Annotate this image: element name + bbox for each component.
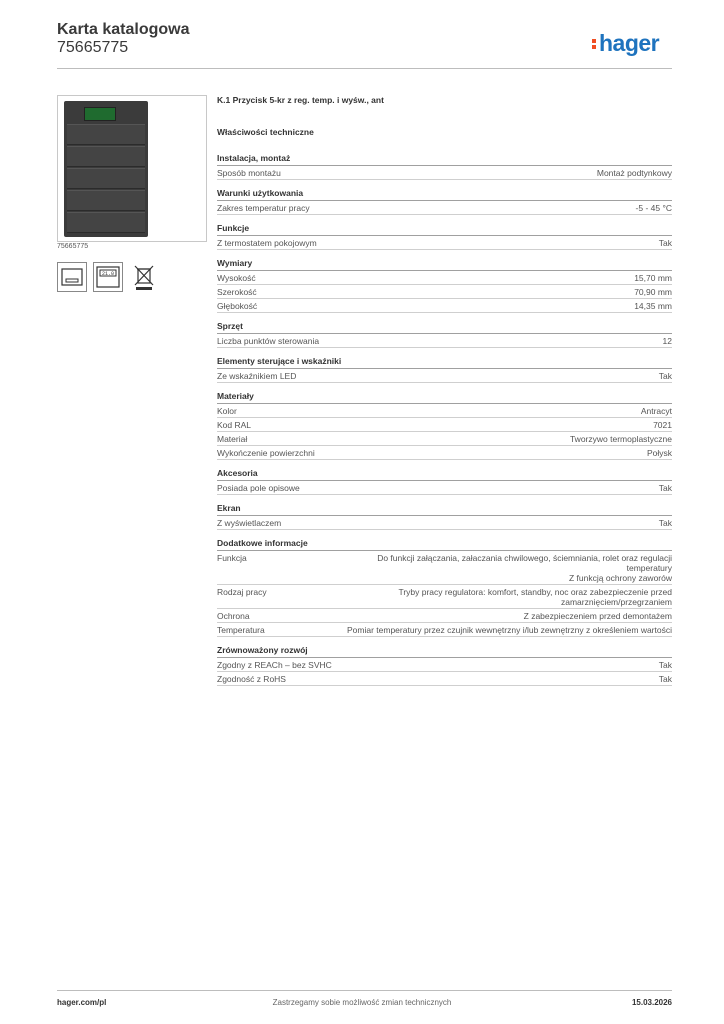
property-row — [217, 404, 672, 418]
section-title: Warunki użytkowania — [217, 188, 672, 201]
device-rocker — [67, 168, 145, 189]
property-value: Połysk — [646, 448, 672, 458]
properties-heading: Właściwości techniczne — [217, 127, 314, 137]
property-label: Temperatura — [217, 625, 265, 635]
device-rocker — [67, 124, 145, 145]
property-row — [217, 432, 672, 446]
section-title: Sprzęt — [217, 321, 672, 334]
svg-text:21.0: 21.0 — [101, 271, 115, 277]
property-value: Tak — [658, 371, 672, 381]
property-value: 70,90 mm — [634, 287, 672, 297]
property-value: Tak — [658, 660, 672, 670]
property-row — [217, 551, 672, 585]
logo-dots-icon — [592, 37, 596, 51]
document-number: 75665775 — [57, 39, 129, 56]
property-row — [217, 299, 672, 313]
property-row — [217, 585, 672, 609]
property-value: 7021 — [653, 420, 672, 430]
property-label: Głębokość — [217, 301, 258, 311]
device-display — [84, 107, 116, 121]
header-divider — [57, 68, 672, 69]
property-label: Materiał — [217, 434, 248, 444]
property-value: -5 - 45 °C — [635, 203, 672, 213]
property-label: Zgodny z REACh – bez SVHC — [217, 660, 332, 670]
section-title: Instalacja, montaż — [217, 153, 672, 166]
property-row — [217, 516, 672, 530]
device-rocker — [67, 212, 145, 233]
property-label: Zakres temperatur pracy — [217, 203, 310, 213]
property-row — [217, 369, 672, 383]
property-section — [217, 188, 672, 215]
section-title: Materiały — [217, 391, 672, 404]
image-caption: 75665775 — [57, 243, 89, 250]
property-row — [217, 481, 672, 495]
product-icons — [57, 262, 159, 292]
property-value: Z zabezpieczeniem przed demontażem — [523, 611, 672, 621]
property-section — [217, 356, 672, 383]
property-row — [217, 201, 672, 215]
property-row — [217, 271, 672, 285]
section-title: Funkcje — [217, 223, 672, 236]
property-value: Do funkcji załączania, załaczania chwilowego, ściemniania, rolet oraz regulacji temperatury Z funkcją ochrony zaworów — [377, 553, 672, 583]
property-label: Z wyświetlaczem — [217, 518, 282, 528]
property-label: Ze wskaźnikiem LED — [217, 371, 297, 381]
property-row — [217, 334, 672, 348]
property-section — [217, 321, 672, 348]
property-section — [217, 153, 672, 180]
section-title: Elementy sterujące i wskaźniki — [217, 356, 672, 369]
hager-logo — [592, 30, 659, 57]
property-row — [217, 418, 672, 432]
property-value: Antracyt — [640, 406, 672, 416]
property-row — [217, 672, 672, 686]
property-section — [217, 538, 672, 637]
property-value: Tworzywo termoplastyczne — [569, 434, 672, 444]
display-icon — [93, 262, 123, 292]
property-value: Tryby pracy regulatora: komfort, standby, noc oraz zabezpieczenie przed zamarznięciem/przegrzaniem — [398, 587, 672, 607]
property-section — [217, 258, 672, 313]
property-label: Liczba punktów sterowania — [217, 336, 320, 346]
property-section — [217, 503, 672, 530]
property-value: Montaż podtynkowy — [596, 168, 672, 178]
property-row — [217, 166, 672, 180]
property-value: Tak — [658, 518, 672, 528]
property-section — [217, 468, 672, 495]
property-value: 14,35 mm — [634, 301, 672, 311]
footer-divider — [57, 990, 672, 991]
property-section — [217, 391, 672, 460]
property-label: Zgodność z RoHS — [217, 674, 286, 684]
device-rocker — [67, 146, 145, 167]
device-rocker — [67, 190, 145, 211]
product-device-picture — [64, 101, 148, 237]
footer-disclaimer: Zastrzegamy sobie możliwość zmian technicznych — [272, 998, 452, 1007]
property-value: Tak — [658, 238, 672, 248]
property-label: Z termostatem pokojowym — [217, 238, 317, 248]
property-value: Tak — [658, 674, 672, 684]
footer-website-link[interactable]: hager.com/pl — [57, 998, 107, 1007]
property-label: Funkcja — [217, 553, 247, 563]
property-section — [217, 223, 672, 250]
property-label: Wysokość — [217, 273, 256, 283]
property-label: Wykończenie powierzchni — [217, 448, 315, 458]
property-label: Szerokość — [217, 287, 257, 297]
section-title: Akcesoria — [217, 468, 672, 481]
property-value: Tak — [658, 483, 672, 493]
weee-crossed-bin-icon — [129, 262, 159, 292]
section-title: Wymiary — [217, 258, 672, 271]
property-row — [217, 658, 672, 672]
section-title: Dodatkowe informacje — [217, 538, 672, 551]
property-sections — [217, 153, 672, 686]
property-label: Kolor — [217, 406, 237, 416]
property-label: Rodzaj pracy — [217, 587, 267, 597]
technical-properties — [217, 95, 672, 694]
property-row — [217, 446, 672, 460]
property-row — [217, 285, 672, 299]
property-label: Posiada pole opisowe — [217, 483, 300, 493]
property-label: Sposób montażu — [217, 168, 281, 178]
property-section — [217, 645, 672, 686]
section-title: Zrównoważony rozwój — [217, 645, 672, 658]
section-title: Ekran — [217, 503, 672, 516]
property-row — [217, 236, 672, 250]
footer-date: 15.03.2026 — [631, 998, 672, 1007]
product-image — [57, 95, 207, 242]
property-label: Ochrona — [217, 611, 250, 621]
property-value: Pomiar temperatury przez czujnik wewnętrzny i/lub zewnętrzny z określeniem wartości — [346, 625, 672, 635]
property-value: 12 — [662, 336, 672, 346]
wall-mount-icon — [57, 262, 87, 292]
product-name: K.1 Przycisk 5-kr z reg. temp. i wyśw., ant — [217, 95, 384, 105]
property-value: 15,70 mm — [634, 273, 672, 283]
property-row — [217, 609, 672, 623]
property-row — [217, 623, 672, 637]
document-title: Karta katalogowa — [57, 21, 190, 38]
logo-text: hager — [599, 30, 660, 56]
property-label: Kod RAL — [217, 420, 252, 430]
